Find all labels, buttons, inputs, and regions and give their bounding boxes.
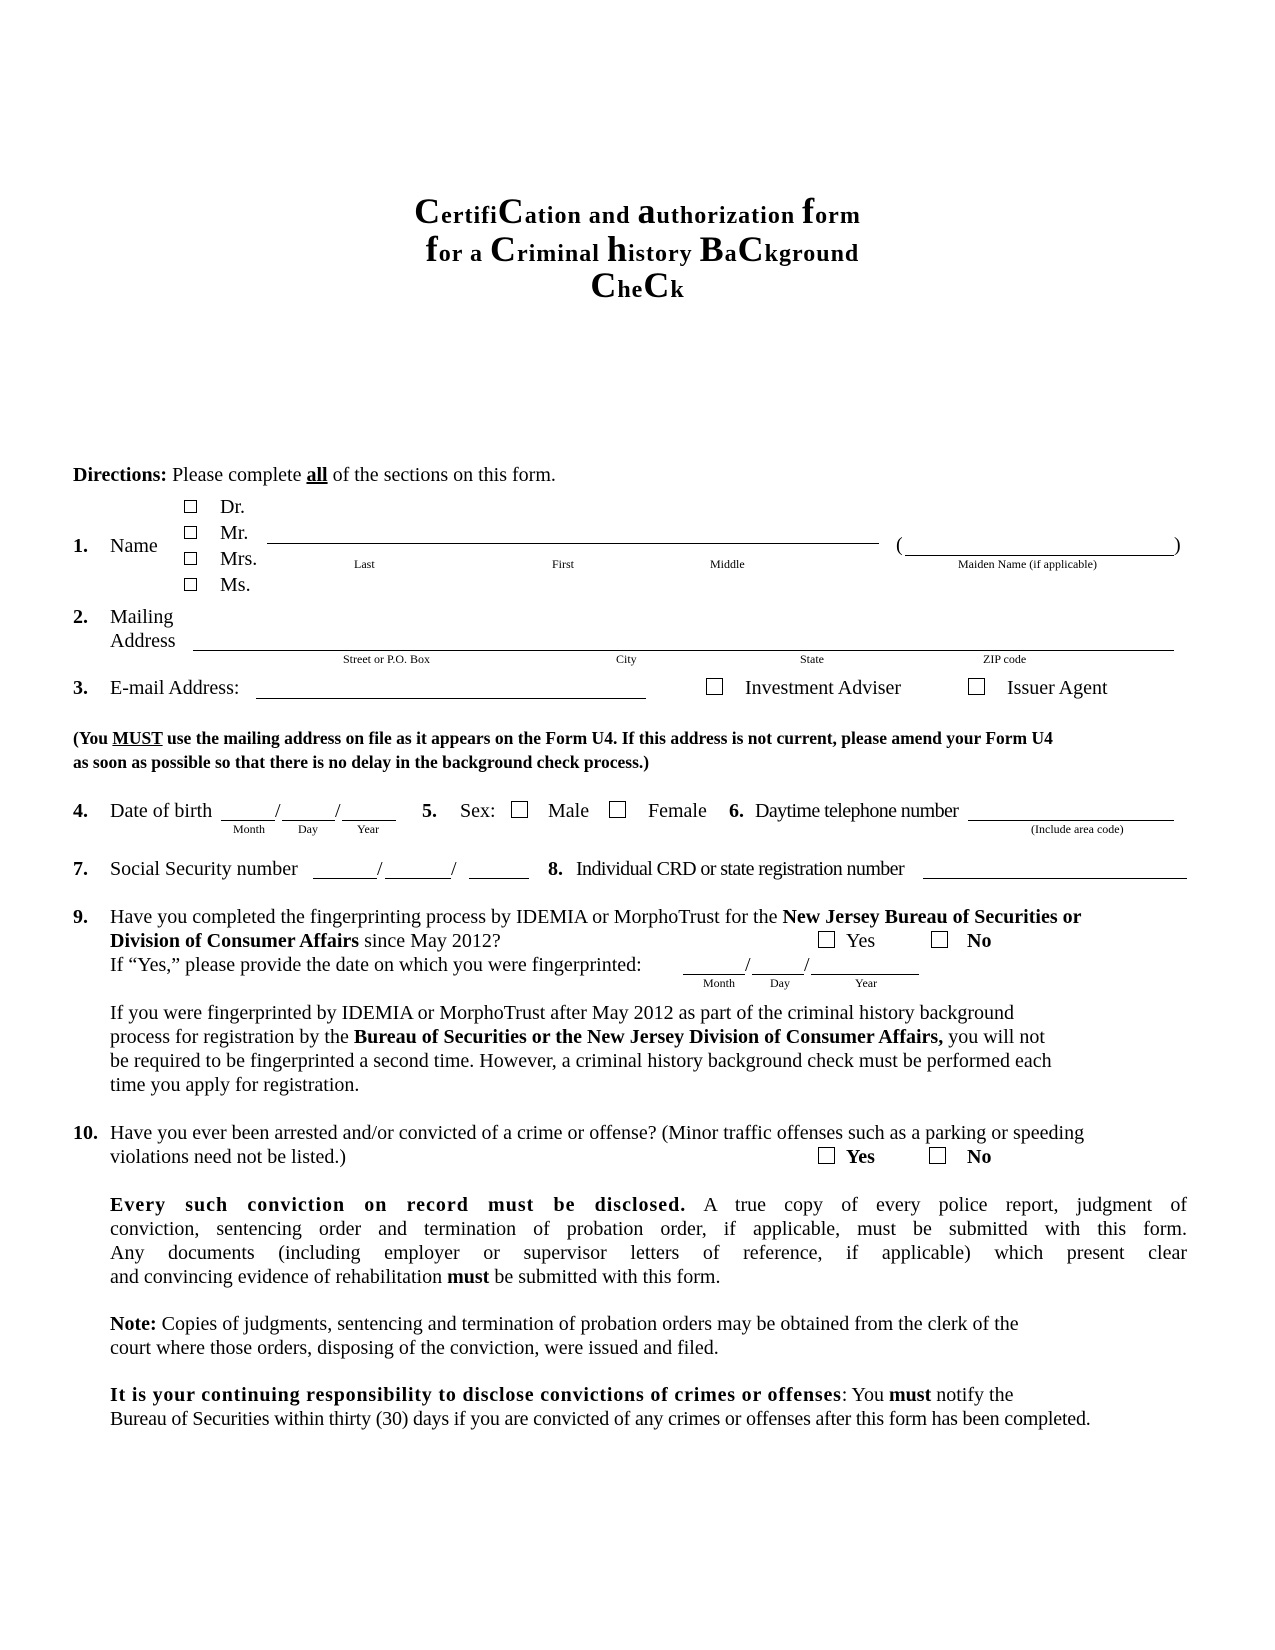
- maiden-name-field[interactable]: [905, 555, 1174, 556]
- q2-label-line1: Mailing: [110, 606, 174, 628]
- sex-female-label: Female: [648, 800, 707, 822]
- address-notice-line1: (You MUST use the mailing address on file as it appears on the Form U4. If this address is not current, please amend your Form U4: [73, 728, 1053, 748]
- address-notice-line2: as soon as possible so that there is no delay in the background check process.): [73, 752, 650, 772]
- q9-no-checkbox[interactable]: [931, 931, 948, 948]
- q9-info-line3: be required to be fingerprinted a second time. However, a criminal history background check must be performed each: [110, 1050, 1052, 1072]
- title-mr-checkbox[interactable]: [184, 526, 197, 539]
- maiden-close-paren: ): [1174, 534, 1181, 556]
- dob-slash-1: /: [275, 800, 281, 822]
- title-ms-checkbox[interactable]: [184, 578, 197, 591]
- dob-month-caption: Month: [233, 822, 266, 836]
- conviction-disclosure-line2: conviction, sentencing order and termination of probation order, if applicable, must be submitted with this form.: [110, 1218, 1187, 1240]
- address-street-caption: Street or P.O. Box: [343, 652, 430, 666]
- ssn-slash-1: /: [377, 858, 383, 880]
- ssn-part1-field[interactable]: [313, 878, 377, 879]
- q2-label-line2: Address: [110, 630, 176, 652]
- note-line1: Note: Copies of judgments, sentencing and termination of probation orders may be obtained from the clerk of the: [110, 1313, 1019, 1335]
- conviction-disclosure-line3: Any documents (including employer or supervisor letters of reference, if applicable) which present clear: [110, 1242, 1187, 1264]
- issuer-agent-label: Issuer Agent: [1007, 677, 1108, 699]
- q9-question-line2: Division of Consumer Affairs since May 2012?: [110, 930, 501, 952]
- fingerprint-year-caption: Year: [855, 976, 878, 990]
- q10-yes-checkbox[interactable]: [818, 1147, 835, 1164]
- fingerprint-year-field[interactable]: [811, 974, 919, 975]
- sex-male-label: Male: [548, 800, 590, 822]
- q9-number: 9.: [73, 906, 88, 928]
- q9-info-line4: time you apply for registration.: [110, 1074, 360, 1096]
- ssn-part2-field[interactable]: [385, 878, 451, 879]
- q10-question-line1: Have you ever been arrested and/or convicted of a crime or offense? (Minor traffic offenses such as a parking or speeding: [110, 1122, 1085, 1144]
- fingerprint-day-caption: Day: [770, 976, 790, 990]
- ssn-slash-2: /: [451, 858, 457, 880]
- q1-number: 1.: [73, 535, 88, 557]
- email-field[interactable]: [256, 698, 646, 699]
- q6-number: 6.: [729, 800, 744, 822]
- crd-number-field[interactable]: [923, 878, 1187, 879]
- q2-number: 2.: [73, 606, 88, 628]
- issuer-agent-checkbox[interactable]: [968, 678, 985, 695]
- name-middle-caption: Middle: [710, 557, 745, 571]
- q6-label: Daytime telephone number: [755, 800, 959, 822]
- address-state-caption: State: [800, 652, 824, 666]
- title-line-3: CheCk: [590, 265, 685, 305]
- q9-question-line1: Have you completed the fingerprinting process by IDEMIA or MorphoTrust for the New Jersey Bureau of Securities or: [110, 906, 1082, 928]
- investment-adviser-label: Investment Adviser: [745, 677, 902, 699]
- title-mrs-checkbox[interactable]: [184, 552, 197, 565]
- title-line-1: CertifiCation and authorization form: [414, 191, 861, 231]
- q7-label: Social Security number: [110, 858, 298, 880]
- name-first-caption: First: [552, 557, 575, 571]
- q3-label: E-mail Address:: [110, 677, 240, 699]
- q9-yes-label: Yes: [846, 930, 876, 952]
- q9-info-line2: process for registration by the Bureau of Securities or the New Jersey Division of Consumer Affairs, you will not: [110, 1026, 1045, 1048]
- dob-slash-2: /: [335, 800, 341, 822]
- fingerprint-slash-2: /: [804, 954, 810, 976]
- ssn-part3-field[interactable]: [469, 878, 529, 879]
- title-line-2: for a Criminal history BaCkground: [425, 229, 860, 269]
- conviction-disclosure-line1: Every such conviction on record must be disclosed. A true copy of every police report, judgment of: [110, 1194, 1188, 1216]
- title-dr-checkbox[interactable]: [184, 500, 197, 513]
- title-ms-label: Ms.: [220, 574, 251, 596]
- q10-question-line2: violations need not be listed.): [110, 1146, 347, 1168]
- q4-number: 4.: [73, 800, 88, 822]
- title-dr-label: Dr.: [220, 496, 245, 518]
- q10-no-label: No: [967, 1146, 992, 1168]
- conviction-disclosure-paragraph: [110, 1193, 1187, 1289]
- q9-date-prompt: If “Yes,” please provide the date on which you were fingerprinted:: [110, 954, 642, 976]
- form-title: [0, 190, 1275, 305]
- sex-female-checkbox[interactable]: [609, 801, 626, 818]
- q9-info-line1: If you were fingerprinted by IDEMIA or MorphoTrust after May 2012 as part of the criminal history background: [110, 1002, 1015, 1024]
- address-city-caption: City: [616, 652, 637, 666]
- q4-label: Date of birth: [110, 800, 213, 822]
- q10-no-checkbox[interactable]: [929, 1147, 946, 1164]
- responsibility-line2: Bureau of Securities within thirty (30) days if you are convicted of any crimes or offenses after this form has been completed.: [110, 1408, 1091, 1430]
- dob-day-caption: Day: [298, 822, 318, 836]
- q10-number: 10.: [73, 1122, 98, 1144]
- q5-number: 5.: [422, 800, 437, 822]
- q10-yes-label: Yes: [846, 1146, 875, 1168]
- directions: Directions: Please complete all of the sections on this form.: [73, 464, 556, 486]
- q9-yes-checkbox[interactable]: [818, 931, 835, 948]
- dob-day-field[interactable]: [282, 820, 335, 821]
- fingerprint-month-field[interactable]: [683, 974, 745, 975]
- dob-year-caption: Year: [357, 822, 380, 836]
- q8-number: 8.: [548, 858, 563, 880]
- note-line2: court where those orders, disposing of the conviction, were issued and filed.: [110, 1337, 719, 1359]
- responsibility-line1: It is your continuing responsibility to disclose convictions of crimes or offenses: You must notify the: [110, 1384, 1014, 1406]
- dob-month-field[interactable]: [221, 820, 275, 821]
- maiden-name-caption: Maiden Name (if applicable): [958, 557, 1097, 571]
- q9-no-label: No: [967, 930, 992, 952]
- phone-field[interactable]: [968, 820, 1174, 821]
- fingerprint-slash-1: /: [745, 954, 751, 976]
- q8-label: Individual CRD or state registration number: [576, 858, 905, 880]
- dob-year-field[interactable]: [342, 820, 396, 821]
- q7-number: 7.: [73, 858, 88, 880]
- fingerprint-day-field[interactable]: [752, 974, 804, 975]
- mailing-address-field[interactable]: [193, 650, 1174, 651]
- q5-label: Sex:: [460, 800, 496, 822]
- q3-number: 3.: [73, 677, 88, 699]
- full-name-field[interactable]: [267, 543, 879, 544]
- name-last-caption: Last: [354, 557, 375, 571]
- title-mrs-label: Mrs.: [220, 548, 258, 570]
- fingerprint-month-caption: Month: [703, 976, 736, 990]
- address-zip-caption: ZIP code: [983, 652, 1027, 666]
- investment-adviser-checkbox[interactable]: [706, 678, 723, 695]
- q1-label: Name: [110, 535, 158, 557]
- title-mr-label: Mr.: [220, 522, 249, 544]
- sex-male-checkbox[interactable]: [511, 801, 528, 818]
- conviction-disclosure-line4: and convincing evidence of rehabilitation must be submitted with this form.: [110, 1266, 721, 1288]
- maiden-open-paren: (: [896, 534, 903, 556]
- phone-caption: (Include area code): [1031, 822, 1124, 836]
